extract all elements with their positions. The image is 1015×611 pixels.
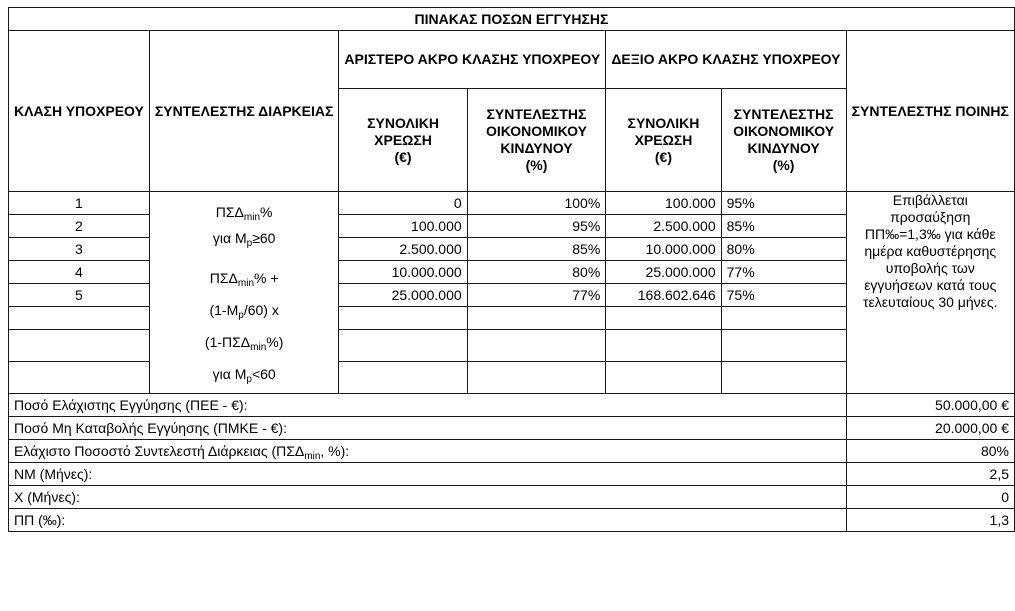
- formula-line: $\Pi\Sigma\Delta_{min}\%$ +: [209, 270, 279, 289]
- empty-cell: [606, 307, 721, 330]
- header-right-risk-coef: ΣΥΝΤΕΛΕΣΤΗΣ ΟΙΚΟΝΟΜΙΚΟΥ ΚΙΝΔΥΝΟΥ (%): [721, 89, 846, 192]
- left-charge-cell: 0: [339, 192, 467, 215]
- footer-label: ΠΠ (‰):: [9, 509, 847, 532]
- footer-label: Ποσό Μη Καταβολής Εγγύησης (ΠΜΚΕ - €):: [9, 417, 847, 440]
- guarantee-amounts-table: [8, 7, 1015, 532]
- header-class: ΚΛΑΣΗ ΥΠΟΧΡΕΟΥ: [9, 31, 150, 192]
- footer-value: 50.000,00 €: [846, 394, 1014, 417]
- footer-row: [9, 440, 1015, 463]
- empty-cell: [606, 330, 721, 362]
- header-left-risk-coef: ΣΥΝΤΕΛΕΣΤΗΣ ΟΙΚΟΝΟΜΙΚΟΥ ΚΙΝΔΥΝΟΥ (%): [467, 89, 606, 192]
- left-charge-cell: 2.500.000: [339, 238, 467, 261]
- left-risk-cell: 100%: [467, 192, 606, 215]
- left-risk-cell: 80%: [467, 261, 606, 284]
- class-cell: 2: [9, 215, 150, 238]
- header-right-total-charge: ΣΥΝΟΛΙΚΗ ΧΡΕΩΣΗ (€): [606, 89, 721, 192]
- footer-label: Ποσό Ελάχιστης Εγγύησης (ΠΕΕ - €):: [9, 394, 847, 417]
- empty-cell: [721, 307, 846, 330]
- footer-row: [9, 486, 1015, 509]
- class-cell: 5: [9, 284, 150, 307]
- footer-row: [9, 417, 1015, 440]
- header-penalty-coef: ΣΥΝΤΕΛΕΣΤΗΣ ΠΟΙΝΗΣ: [846, 31, 1014, 192]
- footer-label: Ελάχιστο Ποσοστό Συντελεστή Διάρκειας ($\Pi\Sigma\Delta_{min}$, %):: [9, 440, 847, 463]
- footer-value: 0: [846, 486, 1014, 509]
- empty-cell: [467, 330, 606, 362]
- left-risk-cell: 95%: [467, 215, 606, 238]
- right-charge-cell: 100.000: [606, 192, 721, 215]
- footer-row: [9, 394, 1015, 417]
- class-cell: 3: [9, 238, 150, 261]
- left-charge-cell: 25.000.000: [339, 284, 467, 307]
- left-charge-cell: 10.000.000: [339, 261, 467, 284]
- header-right-end: ΔΕΞΙΟ ΑΚΡΟ ΚΛΑΣΗΣ ΥΠΟΧΡΕΟΥ: [606, 31, 846, 89]
- right-risk-cell: 85%: [721, 215, 846, 238]
- right-risk-cell: 80%: [721, 238, 846, 261]
- footer-label: ΝΜ (Μήνες):: [9, 463, 847, 486]
- left-charge-cell: 100.000: [339, 215, 467, 238]
- empty-cell: [9, 362, 150, 394]
- empty-cell: [467, 362, 606, 394]
- empty-cell: [9, 330, 150, 362]
- left-risk-cell: 77%: [467, 284, 606, 307]
- footer-value: 80%: [846, 440, 1014, 463]
- left-risk-cell: 85%: [467, 238, 606, 261]
- footer-value: 1,3: [846, 509, 1014, 532]
- class-cell: 1: [9, 192, 150, 215]
- empty-cell: [606, 362, 721, 394]
- empty-cell: [721, 362, 846, 394]
- empty-cell: [721, 330, 846, 362]
- footer-value: 20.000,00 €: [846, 417, 1014, 440]
- right-charge-cell: 25.000.000: [606, 261, 721, 284]
- empty-cell: [339, 330, 467, 362]
- right-risk-cell: 95%: [721, 192, 846, 215]
- formula-line: για $M_p<60$: [212, 366, 276, 385]
- right-charge-cell: 168.602.646: [606, 284, 721, 307]
- header-left-end: ΑΡΙΣΤΕΡΟ ΑΚΡΟ ΚΛΑΣΗΣ ΥΠΟΧΡΕΟΥ: [339, 31, 606, 89]
- formula-line: $(1-\Pi\Sigma\Delta_{min}\%)$: [204, 334, 284, 353]
- right-risk-cell: 77%: [721, 261, 846, 284]
- footer-row: [9, 509, 1015, 532]
- right-charge-cell: 10.000.000: [606, 238, 721, 261]
- header-left-total-charge: ΣΥΝΟΛΙΚΗ ΧΡΕΩΣΗ (€): [339, 89, 467, 192]
- header-duration-coef: ΣΥΝΤΕΛΕΣΤΗΣ ΔΙΑΡΚΕΙΑΣ: [149, 31, 339, 192]
- right-risk-cell: 75%: [721, 284, 846, 307]
- footer-value: 2,5: [846, 463, 1014, 486]
- formula-line: $(1-M_p/60)$ x: [209, 302, 279, 321]
- table-row: [9, 192, 1015, 215]
- right-charge-cell: 2.500.000: [606, 215, 721, 238]
- empty-cell: [339, 307, 467, 330]
- empty-cell: [9, 307, 150, 330]
- formula-line: για $M_p\ge 60$: [212, 230, 276, 249]
- formula-line: $\Pi\Sigma\Delta_{min}\%$: [215, 204, 273, 223]
- empty-cell: [339, 362, 467, 394]
- empty-cell: [467, 307, 606, 330]
- footer-row: [9, 463, 1015, 486]
- duration-formula-cell: [149, 192, 339, 394]
- penalty-text-cell: Επιβάλλεται προσαύξηση ΠΠ‰=1,3‰ για κάθε ημέρα καθυστέρησης υποβολής των εγγυήσεων κατά τους τελευταίους 30 μήνες.: [846, 192, 1014, 394]
- footer-label: Χ (Μήνες):: [9, 486, 847, 509]
- table-title: ΠΙΝΑΚΑΣ ΠΟΣΩΝ ΕΓΓΥΗΣΗΣ: [9, 8, 1015, 31]
- class-cell: 4: [9, 261, 150, 284]
